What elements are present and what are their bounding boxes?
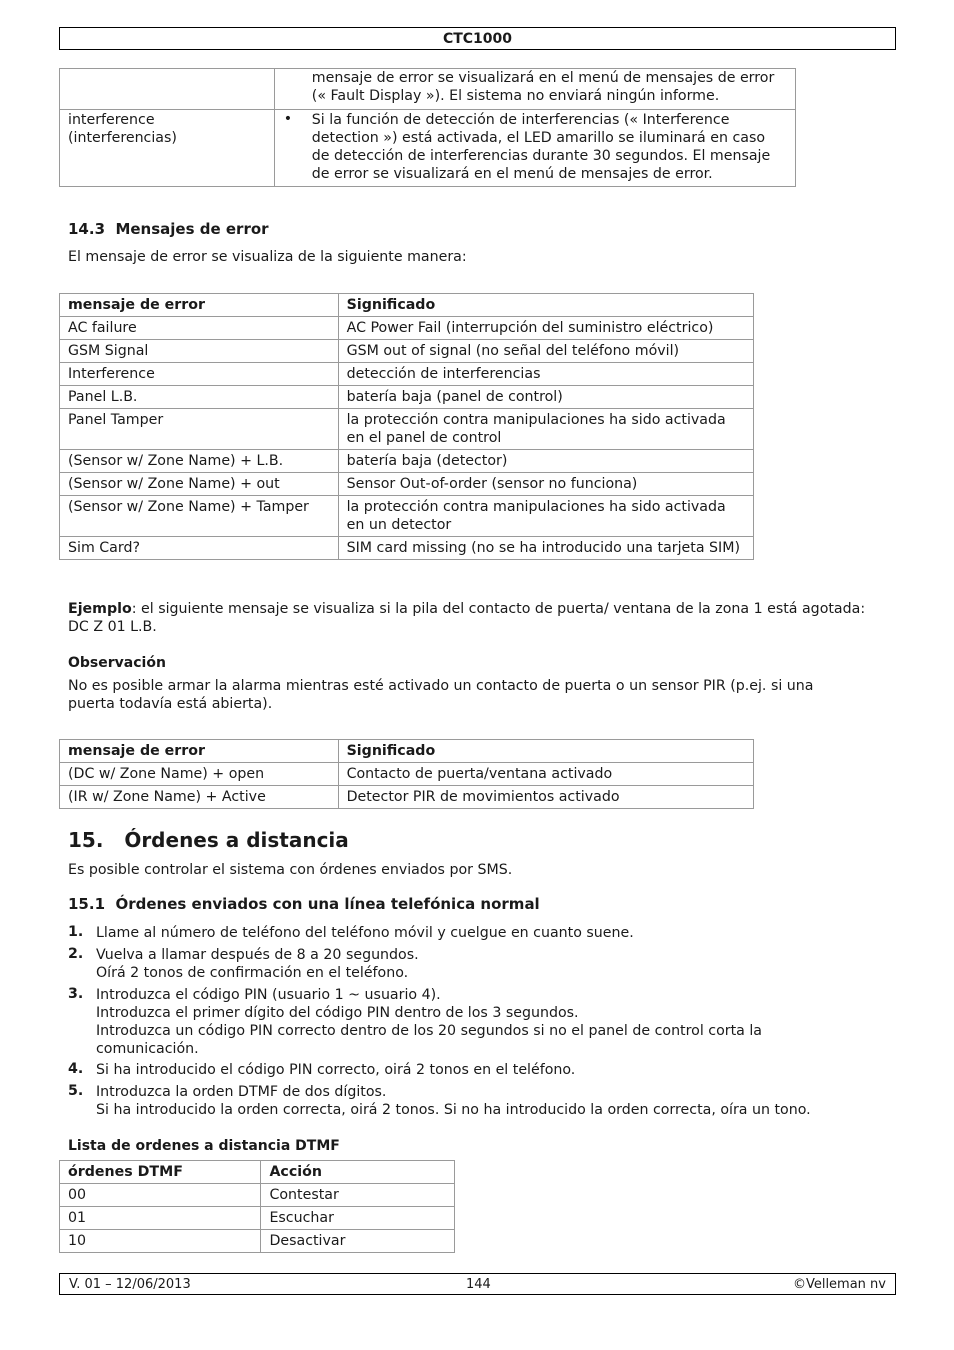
step-line: Introduzca la orden DTMF de dos dígitos. — [96, 1084, 387, 1100]
table-cell: (Sensor w/ Zone Name) + L.B. — [60, 450, 339, 473]
table-cell: AC Power Fail (interrupción del suministro eléctrico) — [338, 317, 753, 340]
table-cell: Interference — [60, 363, 339, 386]
step-line: Si ha introducido la orden correcta, oirá 2 tonos. Si no ha introducido la orden correcta, oíra un tono. — [96, 1102, 811, 1118]
table-cell — [274, 110, 795, 187]
example-paragraph — [68, 600, 898, 636]
step-line: Introduzca un código PIN correcto dentro de los 20 segundos si no el panel de control corta la — [96, 1023, 762, 1039]
document-title: CTC1000 — [442, 31, 513, 47]
step-text — [96, 924, 634, 942]
table-cell: GSM out of signal (no señal del teléfono móvil) — [338, 340, 753, 363]
table-cell: Sensor Out-of-order (sensor no funciona) — [338, 473, 753, 496]
table-cell: 10 — [60, 1230, 261, 1253]
step-text — [96, 946, 419, 982]
top-table — [59, 68, 796, 187]
error-table — [59, 293, 754, 560]
step-line: Oírá 2 tonos de confirmación en el teléfono. — [96, 965, 409, 981]
dtmf-table — [59, 1160, 455, 1253]
table-cell: (DC w/ Zone Name) + open — [60, 763, 339, 786]
step-number: 4. — [68, 1061, 84, 1077]
table-row — [60, 537, 754, 560]
table-row — [60, 763, 754, 786]
column-header: Acción — [261, 1161, 455, 1184]
cell-text: mensaje de error se visualizará en el menú de mensajes de error (« Fault Display »). El sistema no enviará ningún informe. — [311, 70, 775, 104]
table-cell — [274, 69, 795, 110]
table-header-row — [60, 1161, 455, 1184]
bullet-icon: • — [283, 111, 293, 127]
table-cell: detección de interferencias — [338, 363, 753, 386]
table-cell: la protección contra manipulaciones ha sido activada en un detector — [338, 496, 753, 537]
table-cell: SIM card missing (no se ha introducido una tarjeta SIM) — [338, 537, 753, 560]
table-cell: batería baja (panel de control) — [338, 386, 753, 409]
table-cell: interference (interferencias) — [60, 110, 275, 187]
table-cell: AC failure — [60, 317, 339, 340]
table-cell: Desactivar — [261, 1230, 455, 1253]
table-cell: 01 — [60, 1207, 261, 1230]
table-header-row — [60, 294, 754, 317]
table-cell: Panel Tamper — [60, 409, 339, 450]
table-row — [60, 386, 754, 409]
column-header: Significado — [338, 294, 753, 317]
table-cell: Escuchar — [261, 1207, 455, 1230]
paragraph: El mensaje de error se visualiza de la siguiente manera: — [68, 249, 467, 265]
column-header: órdenes DTMF — [60, 1161, 261, 1184]
table-cell: Contacto de puerta/ventana activado — [338, 763, 753, 786]
example-code: DC Z 01 L.B. — [68, 619, 157, 635]
paragraph: Es posible controlar el sistema con órdenes enviados por SMS. — [68, 862, 513, 878]
table-cell: GSM Signal — [60, 340, 339, 363]
table-cell: 00 — [60, 1184, 261, 1207]
table-cell: la protección contra manipulaciones ha sido activada en el panel de control — [338, 409, 753, 450]
table-header-row — [60, 740, 754, 763]
table-cell: (Sensor w/ Zone Name) + out — [60, 473, 339, 496]
table-row — [60, 496, 754, 537]
step-text — [96, 986, 762, 1058]
cell-text: Si la función de detección de interferencias (« Interference detection ») está activada, el LED amarillo se iluminará en caso de detección de interferencias durante 30 segundos. El mensaje de error se visualizará en el menú de mensajes de error. — [311, 112, 771, 182]
table-cell — [60, 69, 275, 110]
example-text: : el siguiente mensaje se visualiza si la pila del contacto de puerta/ ventana de la zona 1 está agotada: — [131, 601, 866, 617]
table-cell: Contestar — [261, 1184, 455, 1207]
table-row — [60, 69, 796, 110]
footer-copyright: ©Velleman nv — [792, 1277, 886, 1292]
table-cell: Detector PIR de movimientos activado — [338, 786, 753, 809]
page-number: 144 — [466, 1277, 491, 1292]
column-header: mensaje de error — [60, 740, 339, 763]
open-table — [59, 739, 754, 809]
table-row — [60, 1184, 455, 1207]
table-row — [60, 1207, 455, 1230]
page-header — [59, 27, 896, 50]
step-number: 5. — [68, 1083, 84, 1099]
step-number: 2. — [68, 946, 84, 962]
table-row — [60, 317, 754, 340]
table-cell: (IR w/ Zone Name) + Active — [60, 786, 339, 809]
footer-version: V. 01 – 12/06/2013 — [69, 1277, 191, 1292]
table-row — [60, 450, 754, 473]
table-row — [60, 786, 754, 809]
table-cell: batería baja (detector) — [338, 450, 753, 473]
section-heading: 14.3 Mensajes de error — [68, 220, 269, 238]
table-row — [60, 409, 754, 450]
step-text — [96, 1083, 811, 1119]
observation-heading: Observación — [68, 655, 166, 671]
page-footer — [59, 1273, 896, 1295]
step-number: 1. — [68, 924, 84, 940]
example-label: Ejemplo — [68, 601, 132, 617]
table-row — [60, 363, 754, 386]
table-row — [60, 340, 754, 363]
table-row — [60, 1230, 455, 1253]
table-cell: (Sensor w/ Zone Name) + Tamper — [60, 496, 339, 537]
column-header: Significado — [338, 740, 753, 763]
column-header: mensaje de error — [60, 294, 339, 317]
table-row — [60, 473, 754, 496]
step-line: comunicación. — [96, 1041, 199, 1057]
table-cell: Sim Card? — [60, 537, 339, 560]
observation-text: No es posible armar la alarma mientras esté activado un contacto de puerta o un sensor PIR (p.ej. si una puerta todavía está abierta). — [68, 678, 814, 712]
dtmf-heading: Lista de ordenes a distancia DTMF — [68, 1138, 340, 1154]
table-row — [60, 110, 796, 187]
section-heading: 15.1 Órdenes enviados con una línea telefónica normal — [68, 895, 540, 913]
step-text — [96, 1061, 575, 1079]
step-line: Llame al número de teléfono del teléfono móvil y cuelgue en cuanto suene. — [96, 925, 634, 941]
table-cell: Panel L.B. — [60, 386, 339, 409]
step-line: Introduzca el código PIN (usuario 1 ~ usuario 4). — [96, 987, 441, 1003]
step-number: 3. — [68, 986, 84, 1002]
step-line: Vuelva a llamar después de 8 a 20 segundos. — [96, 947, 419, 963]
chapter-heading: 15. Órdenes a distancia — [68, 828, 349, 852]
step-line: Si ha introducido el código PIN correcto, oirá 2 tonos en el teléfono. — [96, 1062, 576, 1078]
step-line: Introduzca el primer dígito del código PIN dentro de los 3 segundos. — [96, 1005, 579, 1021]
